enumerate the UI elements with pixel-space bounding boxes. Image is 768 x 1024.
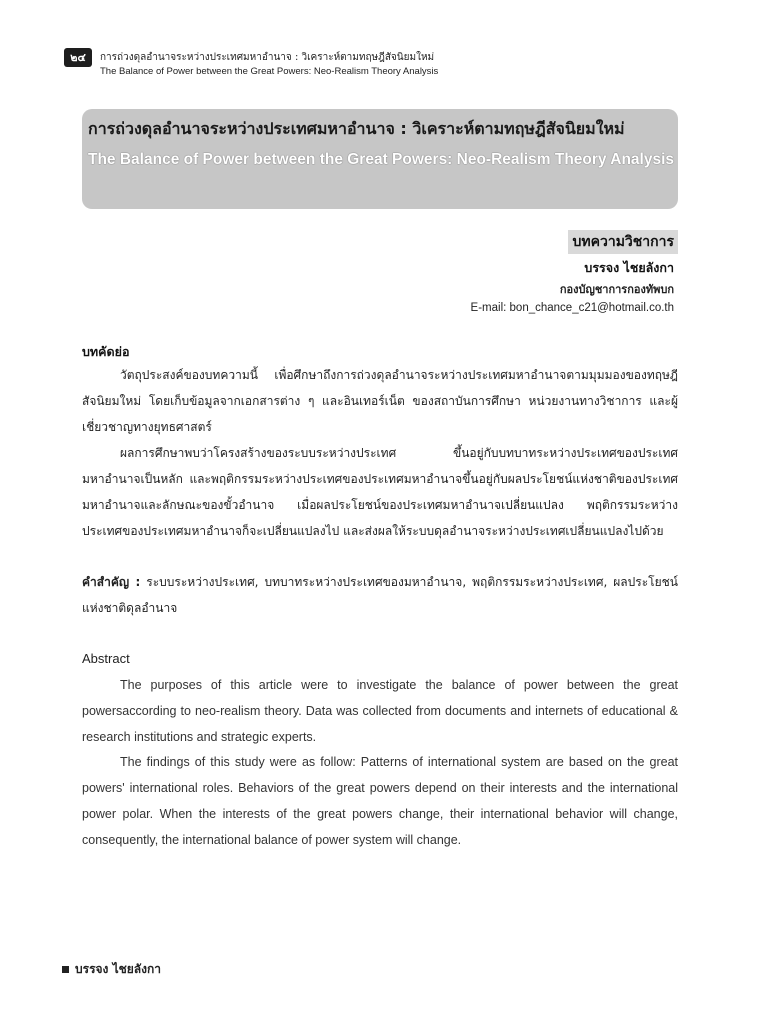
footer-author: บรรจง ไชยลังกา (75, 962, 162, 976)
keywords-text: ระบบระหว่างประเทศ, บทบาทระหว่างประเทศของมหาอำนาจ, พฤติกรรมระหว่างประเทศ, ผลประโยชน์แห่งชาติดุลอำนาจ (82, 575, 678, 615)
abstract-th-heading: บทคัดย่อ (82, 344, 130, 359)
abstract-en-paragraph-2: The findings of this study were as follow: Patterns of international system are based on the great powers' international roles. Behaviors of the great powers depend on their interests and the international power polar. When the interests of the great powers change, their international behavior will change, consequently, the international balance of power system will change. (82, 755, 678, 847)
page-number: ๒๔ (64, 48, 92, 67)
running-head-title-th: การถ่วงดุลอำนาจระหว่างประเทศมหาอำนาจ : วิเคราะห์ตามทฤษฎีสัจนิยมใหม่ (100, 52, 435, 63)
author-affiliation: กองบัญชาการกองทัพบก (559, 283, 674, 296)
running-head-title-en: The Balance of Power between the Great Powers: Neo-Realism Theory Analysis (100, 66, 439, 77)
keywords-label: คำสำคัญ : (82, 575, 141, 589)
article-title-th: การถ่วงดุลอำนาจระหว่างประเทศมหาอำนาจ : วิเคราะห์ตามทฤษฎีสัจนิยมใหม่ (88, 119, 625, 138)
footer (62, 960, 161, 979)
article-type-badge: บทความวิชาการ (568, 230, 678, 254)
keywords (82, 569, 678, 621)
article-title-en: The Balance of Power between the Great Powers: Neo-Realism Theory Analysis (88, 151, 675, 168)
abstract-th-paragraph-2: ผลการศึกษาพบว่าโครงสร้างของระบบระหว่างประเทศ ขึ้นอยู่กับบทบาทระหว่างประเทศของประเทศมหาอำนาจเป็นหลัก และพฤติกรรมระหว่างประเทศของประเทศมหาอำนาจขึ้นอยู่กับผลประโยชน์แห่งชาติของประเทศมหาอำนาจและลักษณะของขั้วอำนาจ เมื่อผลประโยชน์ของประเทศมหาอำนาจเปลี่ยนแปลง พฤติกรรมระหว่างประเทศของประเทศมหาอำนาจก็จะเปลี่ยนแปลงไป และส่งผลให้ระบบดุลอำนาจระหว่างประเทศเปลี่ยนแปลงไปด้วย (82, 446, 678, 538)
abstract-th-paragraph-1: วัตถุประสงค์ของบทความนี้ เพื่อศึกษาถึงการถ่วงดุลอำนาจระหว่างประเทศมหาอำนาจตามมุมมองของทฤษฎีสัจนิยมใหม่ โดยเก็บข้อมูลจากเอกสารต่าง ๆ และอินเทอร์เน็ต ของสถาบันการศึกษา หน่วยงานทางวิชาการ และผู้เชี่ยวชาญทางยุทธศาสตร์ (82, 368, 678, 434)
author-name: บรรจง ไชยลังกา (584, 260, 674, 275)
abstract-en-paragraph-1: The purposes of this article were to investigate the balance of power between the great powersaccording to neo-realism theory. Data was collected from documents and internets of educational & research institutions and strategic experts. (82, 678, 678, 744)
abstract-en-heading: Abstract (82, 651, 130, 666)
title-box (82, 109, 678, 209)
square-bullet-icon (62, 966, 69, 973)
author-email: E-mail: bon_chance_c21@hotmail.co.th (470, 302, 674, 314)
